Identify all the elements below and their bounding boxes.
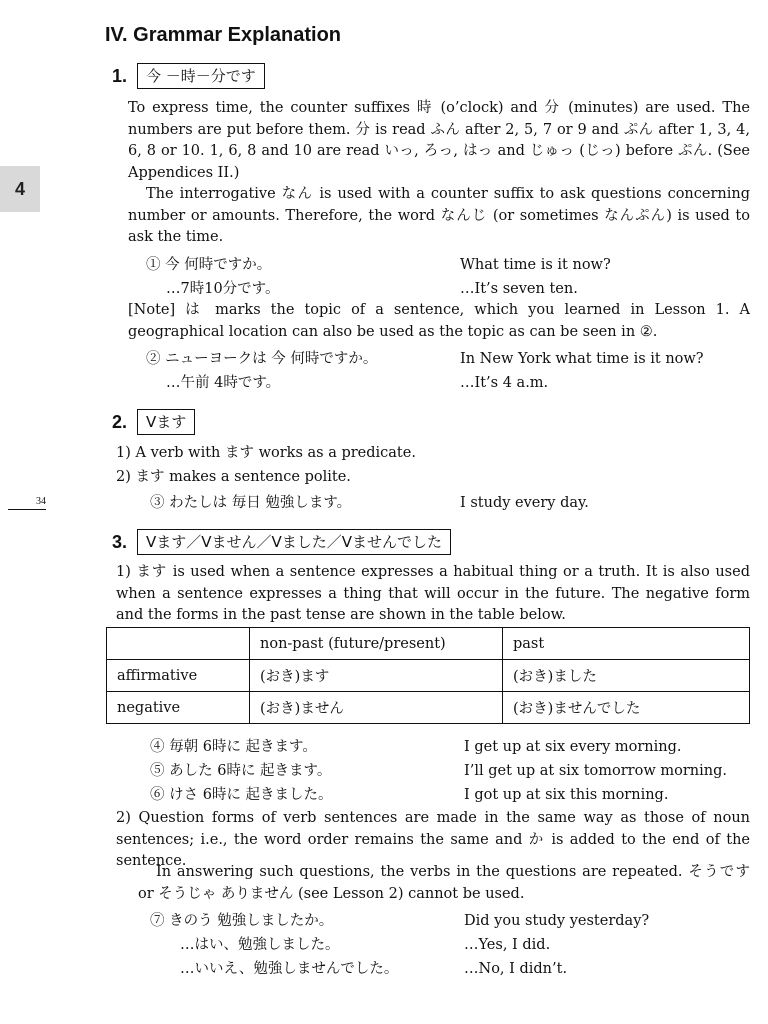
example-7-japanese: ⑦ きのう 勉強しましたか。 bbox=[150, 913, 334, 929]
section-1-paragraph-1: To express time, the counter suffixes 時 (o’clock) and 分 (minutes) are used. The numbers are put before them. 分 is read ふん after 2, 5, 7 or 9 and ぷん after 1, 3, 4, 6, 8 or 10. 1, 6, 8 and 10 are read いっ, ろっ, はっ and じゅっ (じっ) before ぷん. (See Appendices II.) bbox=[128, 100, 750, 181]
example-3 bbox=[150, 492, 750, 514]
table-cell: (おき)ませんでした bbox=[503, 692, 750, 724]
page-title: IV. Grammar Explanation bbox=[105, 24, 342, 46]
example-1-english: What time is it now? bbox=[460, 257, 611, 273]
example-7-answer-no-english: …No, I didn’t. bbox=[464, 961, 568, 977]
section-2-item-1: 1) A verb with ます works as a predicate. bbox=[116, 445, 416, 461]
example-5 bbox=[150, 760, 750, 782]
note-paragraph: [Note] は marks the topic of a sentence, which you learned in Lesson 1. A geographical location can also be used as the topic as can be seen in ②. bbox=[128, 302, 750, 340]
section-2-number: 2. bbox=[112, 411, 128, 432]
chapter-number: 4 bbox=[14, 178, 25, 199]
section-1-number: 1. bbox=[112, 65, 128, 86]
table-header-cell: non-past (future/present) bbox=[250, 628, 503, 660]
example-3-english: I study every day. bbox=[460, 495, 589, 511]
example-1-answer-english: …It’s seven ten. bbox=[460, 281, 578, 297]
table-cell: (おき)ません bbox=[250, 692, 503, 724]
section-3-pattern: Vます／Vません／Vました／Vませんでした bbox=[137, 529, 451, 555]
table-header-row bbox=[107, 628, 750, 660]
table-row bbox=[107, 660, 750, 692]
example-2-japanese: ② ニューヨークは 今 何時ですか。 bbox=[146, 351, 378, 367]
example-7-answer-yes bbox=[180, 934, 750, 956]
example-2 bbox=[146, 348, 750, 370]
table-cell: (おき)ます bbox=[250, 660, 503, 692]
section-2-pattern: Vます bbox=[137, 409, 195, 435]
example-5-english: I’ll get up at six tomorrow morning. bbox=[464, 763, 727, 779]
section-3-item-2: 2) Question forms of verb sentences are made in the same way as those of noun sentences; i.e., the word order remains the same and か is added to the end of the sentence. bbox=[116, 810, 750, 869]
example-7-answer-yes-english: …Yes, I did. bbox=[464, 937, 551, 953]
section-3-number: 3. bbox=[112, 531, 128, 552]
example-4-japanese: ④ 毎朝 6時に 起きます。 bbox=[150, 739, 317, 755]
example-2-english: In New York what time is it now? bbox=[460, 351, 704, 367]
page-number: 34 bbox=[8, 496, 46, 510]
table-header-cell: past bbox=[503, 628, 750, 660]
example-3-japanese: ③ わたしは 毎日 勉強します。 bbox=[150, 495, 352, 511]
example-7-answer-no-japanese: …いいえ、勉強しませんでした。 bbox=[180, 961, 399, 977]
example-7-answer-yes-japanese: …はい、勉強しました。 bbox=[180, 937, 340, 953]
example-1-answer bbox=[166, 278, 750, 300]
section-3-item-1: 1) ます is used when a sentence expresses a habitual thing or a truth. It is also used when a sentence expresses a thing that will occur in the future. The negative form and the forms in the past tense are shown in the table below. bbox=[116, 564, 750, 623]
conjugation-table bbox=[106, 627, 750, 724]
table-row bbox=[107, 692, 750, 724]
example-4 bbox=[150, 736, 750, 758]
example-6 bbox=[150, 784, 750, 806]
example-2-answer-japanese: …午前 4時です。 bbox=[166, 375, 281, 391]
example-7-answer-no bbox=[180, 958, 750, 980]
section-1-heading bbox=[112, 62, 265, 90]
section-1-pattern: 今 －時－分です bbox=[137, 63, 265, 89]
example-6-english: I got up at six this morning. bbox=[464, 787, 669, 803]
example-1-japanese: ① 今 何時ですか。 bbox=[146, 257, 272, 273]
example-2-answer-english: …It’s 4 a.m. bbox=[460, 375, 549, 391]
example-1 bbox=[146, 254, 750, 276]
example-1-answer-japanese: …7時10分です。 bbox=[166, 281, 280, 297]
section-3-item-2-continued: In answering such questions, the verbs in the questions are repeated. そうです or そうじゃ ありません (see Lesson 2) cannot be used. bbox=[138, 864, 750, 902]
section-3-heading bbox=[112, 528, 451, 556]
example-5-japanese: ⑤ あした 6時に 起きます。 bbox=[150, 763, 332, 779]
example-2-answer bbox=[166, 372, 750, 394]
table-header-cell bbox=[107, 628, 250, 660]
section-1-paragraph-2: The interrogative なん is used with a counter suffix to ask questions concerning number or amounts. Therefore, the word なんじ (or sometimes なんぷん) is used to ask the time. bbox=[128, 186, 750, 245]
example-7-english: Did you study yesterday? bbox=[464, 913, 650, 929]
example-4-english: I get up at six every morning. bbox=[464, 739, 682, 755]
example-6-japanese: ⑥ けさ 6時に 起きました。 bbox=[150, 787, 333, 803]
chapter-tab bbox=[0, 166, 40, 212]
table-cell: (おき)ました bbox=[503, 660, 750, 692]
section-2-heading bbox=[112, 408, 195, 436]
example-7 bbox=[150, 910, 750, 932]
table-cell: affirmative bbox=[107, 660, 250, 692]
table-cell: negative bbox=[107, 692, 250, 724]
section-2-item-2: 2) ます makes a sentence polite. bbox=[116, 469, 351, 485]
